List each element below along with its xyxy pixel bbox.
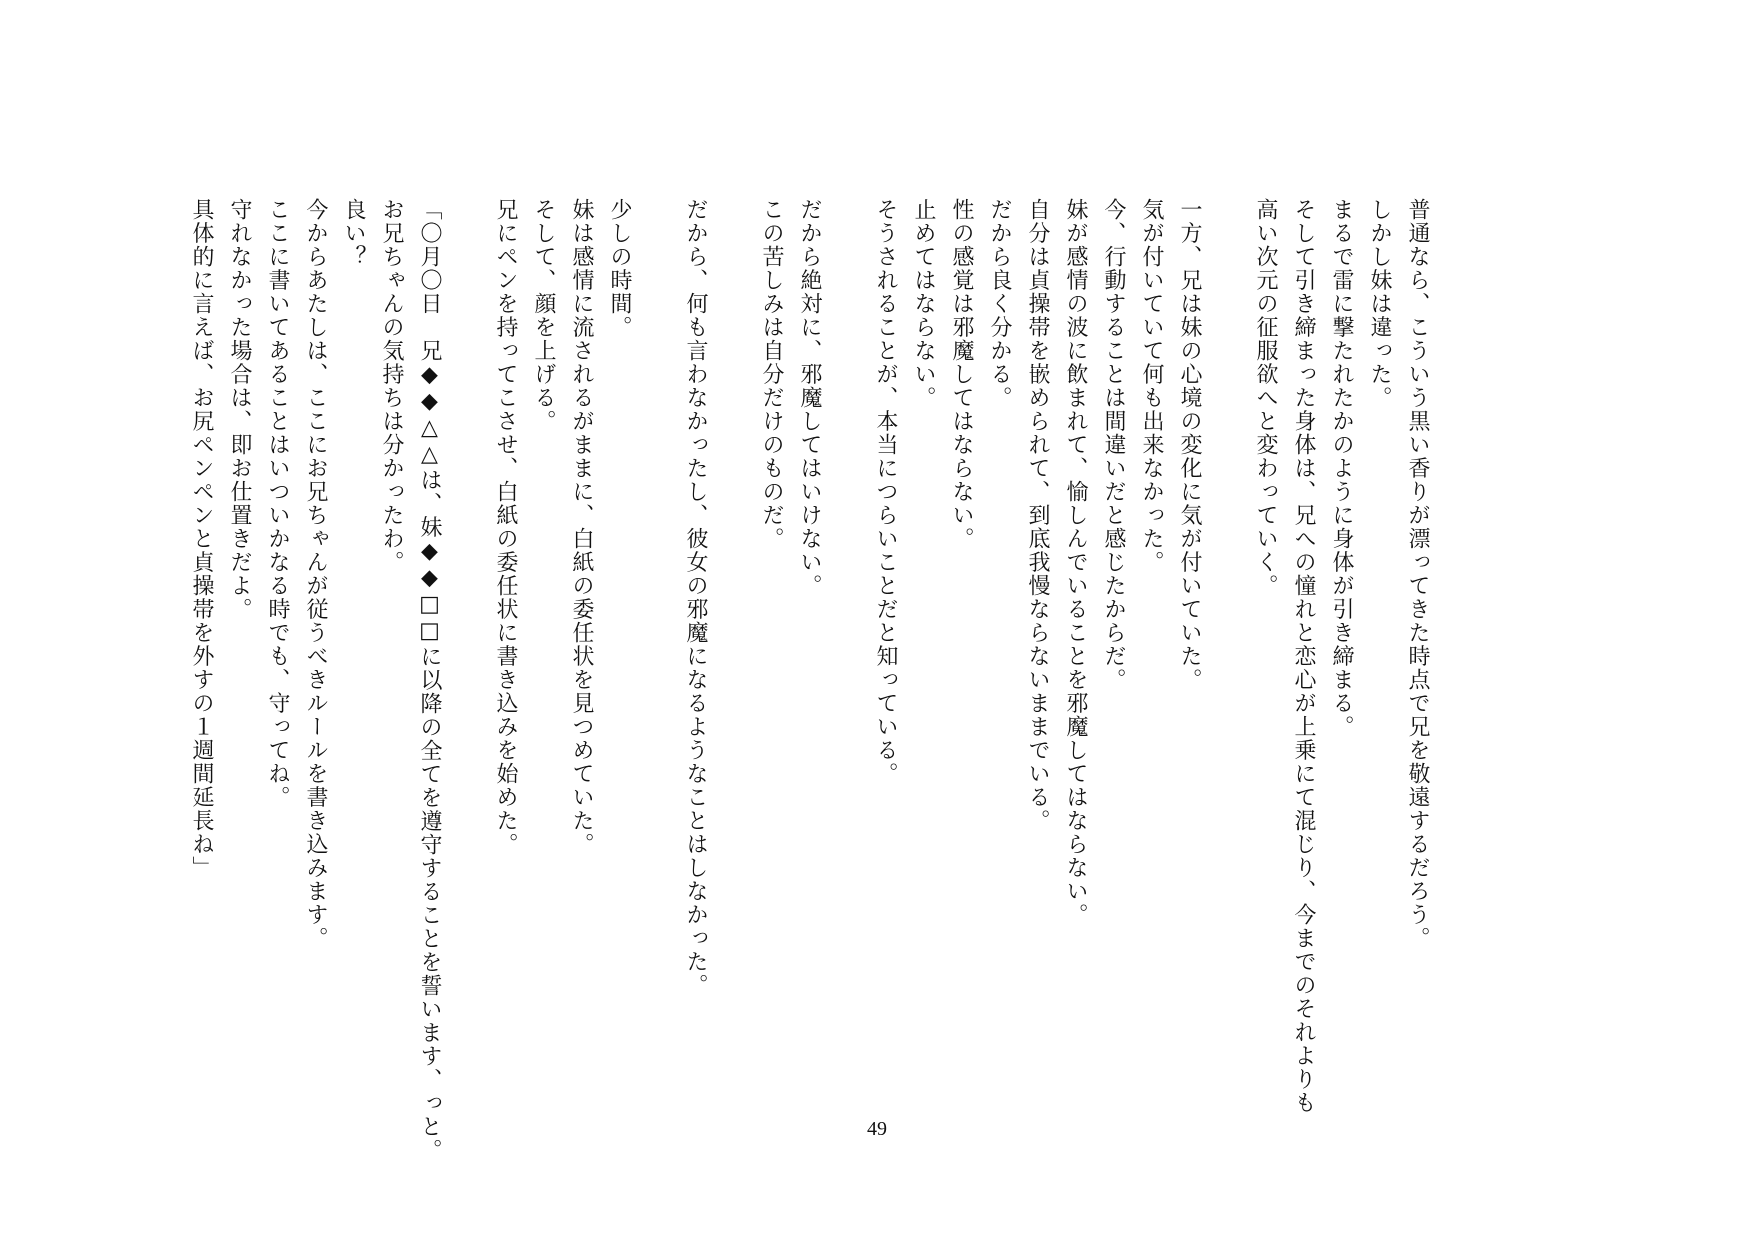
text-line: 兄にペンを持ってこさせ、白紙の委任状に書き込みを始めた。 — [493, 198, 518, 856]
text-line: 気が付いていて何も出来なかった。 — [1139, 198, 1164, 574]
text-line: 性の感覚は邪魔してはならない。 — [949, 198, 974, 551]
blank-line — [828, 198, 866, 988]
text-line: ここに書いてあることはいついかなる時でも、守ってね。 — [265, 198, 290, 809]
text-line: しかし妹は違った。 — [1367, 198, 1392, 410]
page-number: 49 — [867, 1118, 887, 1140]
text-line: 高い次元の征服欲へと変わっていく。 — [1253, 198, 1278, 598]
blank-line — [448, 198, 486, 988]
text-line: 自分は貞操帯を嵌められて、到底我慢ならないままでいる。 — [1025, 198, 1050, 833]
text-line: そして引き締まった身体は、兄への憧れと恋心が上乗にて混じり、今までのそれよりも — [1291, 198, 1316, 1115]
blank-line — [638, 198, 676, 988]
text-line: 具体的に言えば、お尻ペンペンと貞操帯を外すの１週間延長ね」 — [189, 198, 214, 880]
blank-line — [714, 198, 752, 988]
text-line: 妹は感情に流されるがままに、白紙の委任状を見つめていた。 — [569, 198, 594, 856]
text-line: この苦しみは自分だけのものだ。 — [759, 198, 784, 551]
text-line: 「〇月〇日 兄◆◆△△は、妹◆◆□□に以降の全てを遵守することを誓います、っと。 — [417, 198, 442, 1162]
text-line: だから良く分かる。 — [987, 198, 1012, 410]
text-line: 止めてはならない。 — [911, 198, 936, 410]
text-line: 一方、兄は妹の心境の変化に気が付いていた。 — [1177, 198, 1202, 692]
text-line: 普通なら、こういう黒い香りが漂ってきた時点で兄を敬遠するだろう。 — [1405, 198, 1430, 950]
text-line: そして、顔を上げる。 — [531, 198, 556, 433]
text-line: 守れなかった場合は、即お仕置きだよ。 — [227, 198, 252, 621]
text-line: そうされることが、本当につらいことだと知っている。 — [873, 198, 898, 786]
text-line: まるで雷に撃たれたかのように身体が引き締まる。 — [1329, 198, 1354, 739]
text-line: 少しの時間。 — [607, 198, 632, 339]
text-line: 良い？ — [341, 198, 366, 269]
text-line: 今からあたしは、ここにお兄ちゃんが従うべきルールを書き込みます。 — [303, 198, 328, 950]
text-line: お兄ちゃんの気持ちは分かったわ。 — [379, 198, 404, 574]
text-line: だから絶対に、邪魔してはいけない。 — [797, 198, 822, 598]
text-line: 妹が感情の波に飲まれて、愉しんでいることを邪魔してはならない。 — [1063, 198, 1088, 927]
text-line: だから、何も言わなかったし、彼女の邪魔になるようなことはしなかった。 — [683, 198, 708, 997]
blank-line — [1208, 198, 1246, 988]
text-line: 今、行動することは間違いだと感じたからだ。 — [1101, 198, 1126, 692]
